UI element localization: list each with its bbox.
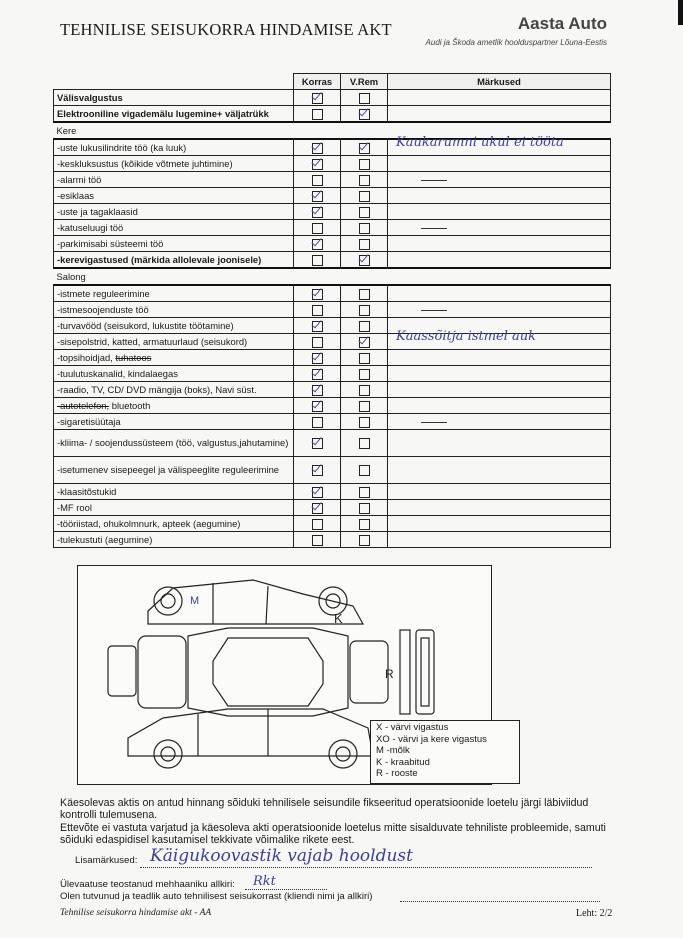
- vrem-checkbox[interactable]: [359, 487, 370, 498]
- mark-r-text: R: [385, 667, 394, 681]
- korras-checkbox[interactable]: [312, 207, 323, 218]
- row-label: [54, 285, 294, 302]
- cell-vrem: [341, 516, 388, 532]
- korras-checkbox[interactable]: [312, 417, 323, 428]
- vrem-checkbox[interactable]: [359, 417, 370, 428]
- vrem-checkbox[interactable]: [359, 289, 370, 300]
- vrem-checkbox[interactable]: [359, 191, 370, 202]
- cell-korras: [294, 532, 341, 548]
- row-label-text: -tuulutuskanalid, kindalaegas: [57, 367, 178, 379]
- row-label: [54, 484, 294, 500]
- cell-vrem: [341, 366, 388, 382]
- row-label: [54, 532, 294, 548]
- document-title: TEHNILISE SEISUKORRA HINDAMISE AKT: [60, 20, 392, 39]
- row-label-text: -katuseluugi töö: [57, 221, 124, 233]
- lisamarkused-line: [140, 867, 592, 868]
- table-row: [54, 106, 611, 123]
- remark-cell: [388, 398, 611, 414]
- cell-vrem: [341, 90, 388, 106]
- table-row: [54, 90, 611, 106]
- footer-doc-name: Tehnilise seisukorra hindamise akt - AA: [60, 908, 212, 918]
- table-row: [54, 382, 611, 398]
- row-label-text: -uste ja tagaklaasid: [57, 205, 138, 217]
- korras-checkbox[interactable]: [312, 353, 323, 364]
- row-label: [54, 414, 294, 430]
- korras-checkbox[interactable]: [312, 369, 323, 380]
- remark-cell: [388, 204, 611, 220]
- remark-dash: [421, 422, 447, 423]
- row-label-text: -uste lukusilindrite töö (ka luuk): [57, 141, 187, 153]
- cell-korras: [294, 302, 341, 318]
- korras-checkbox[interactable]: [312, 519, 323, 530]
- cell-korras: [294, 139, 341, 156]
- row-label-text: -kliima- / soojendussüsteem (töö, valgustus,jahutamine): [57, 437, 289, 448]
- cell-korras: [294, 156, 341, 172]
- cell-vrem: [341, 457, 388, 484]
- vrem-checkbox[interactable]: [359, 305, 370, 316]
- row-label-text: -klaasitõstukid: [57, 485, 117, 497]
- korras-checkbox[interactable]: [312, 487, 323, 498]
- table-row: [54, 220, 611, 236]
- remark-cell: [388, 457, 611, 484]
- remark-cell: [388, 90, 611, 106]
- korras-checkbox[interactable]: [312, 289, 323, 300]
- struck-text: -autotelefon,: [57, 399, 110, 411]
- remark-cell: [388, 484, 611, 500]
- remark-cell: [388, 172, 611, 188]
- remark-cell: [388, 382, 611, 398]
- cell-vrem: [341, 382, 388, 398]
- cell-vrem: [341, 172, 388, 188]
- client-line: [400, 901, 600, 902]
- row-label: [54, 252, 294, 269]
- cell-vrem: [341, 106, 388, 123]
- table-row: [54, 350, 611, 366]
- row-label: [54, 457, 294, 484]
- row-label: [54, 106, 294, 123]
- row-label-text: -tööriistad, ohukolmnurk, apteek (aegumine): [57, 517, 241, 529]
- cell-korras: [294, 172, 341, 188]
- cell-vrem: [341, 252, 388, 269]
- vrem-checkbox[interactable]: [359, 519, 370, 530]
- table-row: [54, 484, 611, 500]
- remark-handwriting: Kaukarumni ukul ei tööta: [396, 135, 564, 150]
- row-label: [54, 366, 294, 382]
- vrem-checkbox[interactable]: [359, 438, 370, 449]
- remark-cell: [388, 430, 611, 457]
- cell-korras: [294, 252, 341, 269]
- remark-cell: [388, 188, 611, 204]
- lisamarkused-handwriting: Käigukoovastik vajab hooldust: [150, 846, 413, 866]
- cell-vrem: [341, 188, 388, 204]
- remark-cell: [388, 252, 611, 269]
- cell-vrem: [341, 220, 388, 236]
- korras-checkbox[interactable]: [312, 143, 323, 154]
- table-row: [54, 516, 611, 532]
- korras-checkbox[interactable]: [312, 438, 323, 449]
- korras-checkbox[interactable]: [312, 255, 323, 266]
- cell-korras: [294, 106, 341, 123]
- remark-cell: [388, 366, 611, 382]
- korras-checkbox[interactable]: [312, 465, 323, 476]
- mechanic-signature: Rkt: [253, 874, 276, 889]
- table-row: [54, 366, 611, 382]
- cell-vrem: [341, 139, 388, 156]
- korras-checkbox[interactable]: [312, 321, 323, 332]
- table-row: [54, 252, 611, 269]
- row-label-text: -sisepolstrid, katted, armatuurlaud (seisukord): [57, 335, 248, 347]
- table-row: [54, 139, 611, 156]
- table-row: [54, 532, 611, 548]
- col-korras: Korras: [294, 74, 341, 90]
- row-label: [54, 220, 294, 236]
- cell-korras: [294, 188, 341, 204]
- korras-checkbox[interactable]: [312, 305, 323, 316]
- legend-item: M -mõlk: [376, 745, 410, 756]
- row-label: [54, 302, 294, 318]
- row-label: [54, 204, 294, 220]
- edge-mark: [678, 0, 683, 25]
- vrem-checkbox[interactable]: [359, 369, 370, 380]
- table-row: [54, 236, 611, 252]
- mark-k-text: K: [334, 611, 343, 626]
- cell-vrem: [341, 532, 388, 548]
- cell-korras: [294, 500, 341, 516]
- row-label: [54, 350, 294, 366]
- remark-cell: [388, 329, 611, 350]
- vrem-checkbox[interactable]: [359, 159, 370, 170]
- col-vrem: V.Rem: [341, 74, 388, 90]
- table-row: [54, 430, 611, 457]
- row-label: [54, 236, 294, 252]
- row-label-text: -sigaretisüütaja: [57, 415, 121, 427]
- row-label: [54, 516, 294, 532]
- row-label-text: Välisvalgustus: [57, 91, 123, 103]
- row-label: [54, 430, 294, 457]
- table-row: [54, 188, 611, 204]
- table-row: [54, 334, 611, 350]
- cell-vrem: [341, 350, 388, 366]
- cell-vrem: [341, 500, 388, 516]
- footer-page: Leht: 2/2: [576, 908, 613, 919]
- row-label-text: -parkimisabi süsteemi töö: [57, 237, 164, 249]
- table-row: [54, 204, 611, 220]
- vrem-checkbox[interactable]: [359, 109, 370, 120]
- remark-dash: [421, 310, 447, 311]
- vrem-checkbox[interactable]: [359, 93, 370, 104]
- group-row: [54, 268, 611, 285]
- remark-cell: [388, 500, 611, 516]
- remark-cell: [388, 532, 611, 548]
- vrem-checkbox[interactable]: [359, 401, 370, 412]
- cell-korras: [294, 457, 341, 484]
- row-label-text: -MF rool: [57, 501, 92, 513]
- table-row: [54, 156, 611, 172]
- row-label-text: -turvavööd (seisukord, lukustite töötamine): [57, 319, 234, 331]
- korras-checkbox[interactable]: [312, 191, 323, 202]
- korras-checkbox[interactable]: [312, 93, 323, 104]
- table-row: [54, 172, 611, 188]
- remark-cell: [388, 106, 611, 123]
- legend-item: XO - värvi ja kere vigastus: [376, 733, 487, 745]
- row-label: [54, 188, 294, 204]
- row-label: [54, 172, 294, 188]
- vrem-checkbox[interactable]: [359, 207, 370, 218]
- brand-subtitle: Audi ja Škoda ametlik hoolduspartner Lõuna-Eestis: [425, 38, 607, 47]
- row-label-text: -keskluksustus (kõikide võtmete juhtimine): [57, 157, 233, 169]
- cell-vrem: [341, 285, 388, 302]
- table-row: [54, 500, 611, 516]
- table-row: [54, 398, 611, 414]
- row-label-text: Elektrooniline vigademälu lugemine+ väljatrükk: [57, 107, 269, 119]
- remark-cell: [388, 414, 611, 430]
- row-label-text: -alarmi töö: [57, 173, 102, 185]
- remark-cell: [388, 516, 611, 532]
- vrem-checkbox[interactable]: [359, 321, 370, 332]
- table-row: [54, 302, 611, 318]
- vrem-checkbox[interactable]: [359, 503, 370, 514]
- group-label: Salong: [54, 268, 611, 285]
- table-header: [54, 74, 611, 90]
- remark-cell: [388, 302, 611, 318]
- korras-checkbox[interactable]: [312, 401, 323, 412]
- disclaimer-1: Käesolevas aktis on antud hinnang sõiduki tehnilisele seisundile fikseeritud operatsioonide loetelu järgi läbiviidud kontrolli tulemusena.: [60, 797, 589, 822]
- row-label-text: -topsihoidjad,: [57, 351, 113, 363]
- vrem-checkbox[interactable]: [359, 175, 370, 186]
- cell-vrem: [341, 204, 388, 220]
- row-label-text: bluetooth: [109, 399, 151, 411]
- korras-checkbox[interactable]: [312, 337, 323, 348]
- row-label: [54, 139, 294, 156]
- cell-vrem: [341, 318, 388, 334]
- remark-cell: [388, 236, 611, 252]
- legend-item: K - kraabitud: [376, 756, 430, 768]
- table-row: [54, 457, 611, 484]
- vrem-checkbox[interactable]: [359, 353, 370, 364]
- cell-vrem: [341, 302, 388, 318]
- group-label: Kere: [54, 122, 611, 139]
- col-markused: Märkused: [388, 74, 611, 90]
- row-label: [54, 90, 294, 106]
- vrem-checkbox[interactable]: [359, 337, 370, 348]
- remark-handwriting: Kaassõitja istmel auk: [396, 329, 537, 344]
- table-row: [54, 285, 611, 302]
- remark-cell: [388, 220, 611, 236]
- korras-checkbox[interactable]: [312, 159, 323, 170]
- korras-checkbox[interactable]: [312, 385, 323, 396]
- cell-korras: [294, 285, 341, 302]
- vrem-checkbox[interactable]: [359, 143, 370, 154]
- inspection-table: [53, 73, 611, 548]
- cell-korras: [294, 334, 341, 350]
- cell-korras: [294, 382, 341, 398]
- cell-vrem: [341, 156, 388, 172]
- cell-korras: [294, 414, 341, 430]
- cell-korras: [294, 90, 341, 106]
- vrem-checkbox[interactable]: [359, 385, 370, 396]
- cell-vrem: [341, 484, 388, 500]
- cell-vrem: [341, 414, 388, 430]
- damage-legend: [370, 720, 520, 784]
- mechanic-line: [245, 889, 327, 890]
- brand-logo: Aasta Auto: [517, 14, 607, 33]
- cell-korras: [294, 484, 341, 500]
- disclaimer-2: Ettevõte ei vastuta varjatud ja käesoleva akti operatsioonide loetelus mitte sisalduvate tehniliste probleemide, samuti sõiduki edaspidisel kasutamisel tekkivate võimalike rikete eest.: [60, 822, 606, 847]
- row-label-text: -tulekustuti (aegumine): [57, 533, 153, 545]
- cell-korras: [294, 398, 341, 414]
- lisamarkused-label: Lisamärkused:: [75, 855, 138, 866]
- korras-checkbox[interactable]: [312, 175, 323, 186]
- vrem-checkbox[interactable]: [359, 535, 370, 546]
- korras-checkbox[interactable]: [312, 239, 323, 250]
- remark-cell: [388, 156, 611, 172]
- korras-checkbox[interactable]: [312, 223, 323, 234]
- table-row: [54, 414, 611, 430]
- row-label-text: -istmesoojenduste töö: [57, 303, 149, 315]
- row-label: [54, 156, 294, 172]
- vrem-checkbox[interactable]: [359, 223, 370, 234]
- row-label-text: -isetumenev sisepeegel ja välispeeglite reguleerimine: [57, 464, 279, 475]
- row-label-text: -esiklaas: [57, 189, 94, 201]
- remark-cell: [388, 350, 611, 366]
- row-label: [54, 398, 294, 414]
- row-label: [54, 318, 294, 334]
- cell-vrem: [341, 236, 388, 252]
- cell-korras: [294, 220, 341, 236]
- row-label: [54, 334, 294, 350]
- cell-korras: [294, 318, 341, 334]
- remark-cell: [388, 285, 611, 302]
- cell-vrem: [341, 334, 388, 350]
- cell-korras: [294, 366, 341, 382]
- legend-item: R - rooste: [376, 768, 418, 779]
- row-label-text: -kerevigastused (märkida allolevale joonisele): [57, 253, 262, 265]
- korras-checkbox[interactable]: [312, 503, 323, 514]
- cell-korras: [294, 350, 341, 366]
- row-label: [54, 500, 294, 516]
- row-label-text: -raadio, TV, CD/ DVD mängija (boks), Navi süst.: [57, 383, 257, 395]
- cell-korras: [294, 516, 341, 532]
- remark-cell: [388, 135, 611, 156]
- vrem-checkbox[interactable]: [359, 465, 370, 476]
- remark-dash: [421, 228, 447, 229]
- korras-checkbox[interactable]: [312, 109, 323, 120]
- cell-korras: [294, 204, 341, 220]
- legend-item: X - värvi vigastus: [376, 722, 449, 733]
- cell-vrem: [341, 398, 388, 414]
- client-signature-label: Olen tutvunud ja teadlik auto tehnilisest seisukorrast (kliendi nimi ja allkiri): [60, 891, 373, 902]
- vrem-checkbox[interactable]: [359, 239, 370, 250]
- mark-m-text: M: [190, 595, 200, 607]
- cell-korras: [294, 236, 341, 252]
- cell-korras: [294, 430, 341, 457]
- row-label-text: -istmete reguleerimine: [57, 287, 150, 299]
- remark-dash: [421, 180, 447, 181]
- row-label: [54, 382, 294, 398]
- cell-vrem: [341, 430, 388, 457]
- mechanic-signature-label: Ülevaatuse teostanud mehhaaniku allkiri:: [60, 879, 235, 890]
- struck-text: tuhatoos: [115, 351, 152, 363]
- korras-checkbox[interactable]: [312, 535, 323, 546]
- vrem-checkbox[interactable]: [359, 255, 370, 266]
